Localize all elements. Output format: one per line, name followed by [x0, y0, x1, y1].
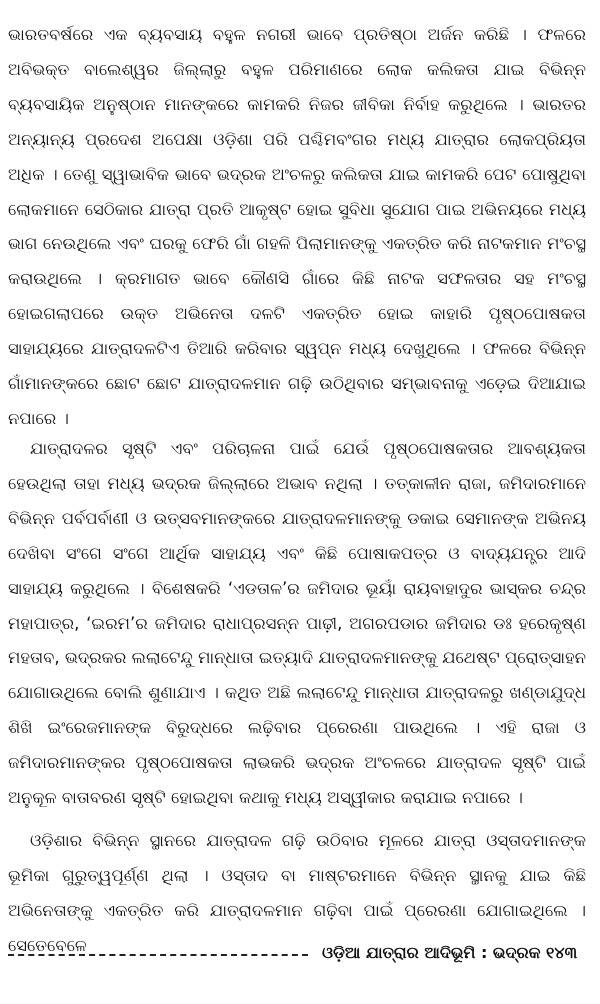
paragraph: ଭାରତବର୍ଷରେ ଏକ ବ୍ୟବସାୟ ବହୁଳ ନଗରୀ ଭାବେ ପ୍ରତିଷ୍ଠା ଅର୍ଜନ କରିଛି । ଫଳରେ ଅବିଭକ୍ତ ବାଲେଶ୍ୱର ଜିଲ୍ଲାରୁ ବହୁଳ ପରିମାଣରେ ଲୋକ କଲିକତା ଯାଇ ବିଭିନ୍ନ ବ୍ୟବସାୟିକ ଅନୁଷ୍ଠାନ ମାନଙ୍କରେ କାମକରି ନିଜର ଜୀବିକା ନିର୍ବାହ କରୁଥିଲେ । ଭାରତର ଅନ୍ୟାନ୍ୟ ପ୍ରଦେଶ ଅପେକ୍ଷା ଓଡ଼ିଶା ପରି ପଶ୍ଚିମବଂଗର ମଧ୍ୟ ଯାତ୍ରାର ଲୋକପ୍ରିୟତା ଅଧିକ । ତେଣୁ ସ୍ୱାଭାବିକ ଭାବେ ଭଦ୍ରକ ଅଂଚଳରୁ କଲିକତା ଯାଇ କାମକରି ପେଟ ପୋଷୁଥିବା ଲୋକମାନେ ସେଠିକାର ଯାତ୍ରା ପ୍ରତି ଆକୃଷ୍ଟ ହୋଇ ସୁବିଧା ସୁଯୋଗ ପାଇ ଅଭିନୟରେ ମଧ୍ୟ ଭାଗ ନେଉଥିଲେ ଏବଂ ଘରକୁ ଫେରି ଗାଁ ଗହଳି ପିଲାମାନଙ୍କୁ ଏକତ୍ରିତ କରି ନାଟକମାନ ମଂଚସ୍ଥ କରାଉଥିଲେ । କ୍ରମାଗତ ଭାବେ କୌଣସି ଗାଁରେ କିଛି ନାଟକ ସଫଳତାର ସହ ମଂଚସ୍ଥ ହୋଇଗଲାପରେ ଉକ୍ତ ଅଭିନେତା ଦଳଟି ଏକତ୍ରିତ ହୋଇ କାହାରି ପୃଷ୍ଠପୋଷକତା ସାହାଯ୍ୟରେ ଯାତ୍ରାଦଳଟିଏ ତିଆରି କରିବାର ସ୍ୱପ୍ନ ମଧ୍ୟ ଦେଖୁଥିଲେ । ଫଳରେ ବିଭିନ୍ନ ଗାଁମାନଙ୍କରେ ଛୋଟ ଛୋଟ ଯାତ୍ରାଦଳମାନ ଗଢ଼ି ଉଠିଥିବାର ସମ୍ଭାବନାକୁ ଏଡ଼େଇ ଦିଆଯାଇ ନପାରେ ।: [8, 25, 586, 428]
running-head: ଓଡ଼ିଆ ଯାତ୍ରାର ଆଦିଭୂମି : ଭଦ୍ରକ ୧୪୩: [322, 943, 578, 962]
body-text-paragraph-2: [8, 432, 586, 816]
dashed-divider: [8, 954, 308, 956]
paragraph: ଓଡ଼ିଶାର ବିଭିନ୍ନ ସ୍ଥାନରେ ଯାତ୍ରାଦଳ ଗଢ଼ି ଉଠିବାର ମୂଳରେ ଯାତ୍ରା ଓସ୍ତାଦମାନଙ୍କ ଭୂମିକା ଗୁରୁତ୍ୱପୂର୍ଣ୍ଣ ଥିଲା । ଓସ୍ତାଦ ବା ମାଷ୍ଟରମାନେ ବିଭିନ୍ନ ସ୍ଥାନକୁ ଯାଇ କିଛି ଅଭିନେତାଙ୍କୁ ଏକତ୍ରିତ କରି ଯାତ୍ରାଦଳମାନ ଗଢ଼ିବା ପାଇଁ ପ୍ରେରଣା ଯୋଗାଇଥିଲେ । ସେତେବେଳେ: [8, 831, 586, 955]
page-footer: [0, 938, 600, 970]
body-text-paragraph-1: [8, 18, 586, 437]
paragraph: ଯାତ୍ରାଦଳର ସୃଷ୍ଟି ଏବଂ ପରିଚାଳନା ପାଇଁ ଯେଉଁ ପୃଷ୍ଠପୋଷକତାର ଆବଶ୍ୟକତା ହେଉଥିଲା ତାହା ମଧ୍ୟ ଭଦ୍ରକ ଜିଲ୍ଲାରେ ଅଭାବ ନଥିଲା । ତତ୍‌କାଳୀନ ରାଜା, ଜମିଦାରମାନେ ବିଭିନ୍ନ ପର୍ବପର୍ବାଣୀ ଓ ଉତ୍ସବମାନଙ୍କରେ ଯାତ୍ରାଦଳମାନଙ୍କୁ ଡକାଇ ସେମାନଙ୍କ ଅଭିନୟ ଦେଖିବା ସଂଗେ ସଂଗେ ଆର୍ଥିକ ସାହାଯ୍ୟ ଏବଂ କିଛି ପୋଷାକପତ୍ର ଓ ବାଦ୍ୟଯନ୍ତ୍ର ଆଦି ସାହାଯ୍ୟ କରୁଥିଲେ । ବିଶେଷକରି ‘ଏଡତାଳ’ର ଜମିଦାର ଭୂୟାଁ ରାୟବାହାଦୁର ଭାସ୍କର ଚନ୍ଦ୍ର ମହାପାତ୍ର, ‘ଇରମ’ର ଜମିଦାର ରାଧାପ୍ରସନ୍ନ ପାଢ଼ୀ, ଅଗରପଡାର ଜମିଦାର ଡଃ ହରେକୃଷ୍ଣ ମହତାବ, ଭଦ୍ରକର ଲଲାଟେନ୍ଦୁ ମାନ୍ଧାତା ଇତ୍ୟାଦି ଯାତ୍ରାଦଳମାନଙ୍କୁ ଯଥେଷ୍ଟ ପ୍ରୋତ୍ସାହନ ଯୋଗାଉଥିଲେ ବୋଲି ଶୁଣାଯାଏ । କଥିତ ଅଛି ଲଲାଟେନ୍ଦୁ ମାନ୍ଧାତା ଯାତ୍ରାଦଳରୁ ଖଣ୍ଡାଯୁଦ୍ଧ ଶିଖି ଇଂରେଜମାନଙ୍କ ବିରୁଦ୍ଧରେ ଲଢ଼ିବାର ପ୍ରେରଣା ପାଉଥିଲେ । ଏହି ରାଜା ଓ ଜମିଦାରମାନଙ୍କର ପୃଷ୍ଠପୋଷକତା ଲାଭକରି ଭଦ୍ରକ ଅଂଚଳରେ ଯାତ୍ରାଦଳ ସୃଷ୍ଟି ପାଇଁ ଅନୁକୂଳ ବାତାବରଣ ସୃଷ୍ଟି ହୋଇଥିବା କଥାକୁ ମଧ୍ୟ ଅସ୍ୱୀକାର କରାଯାଇ ନପାରେ ।: [8, 439, 586, 808]
